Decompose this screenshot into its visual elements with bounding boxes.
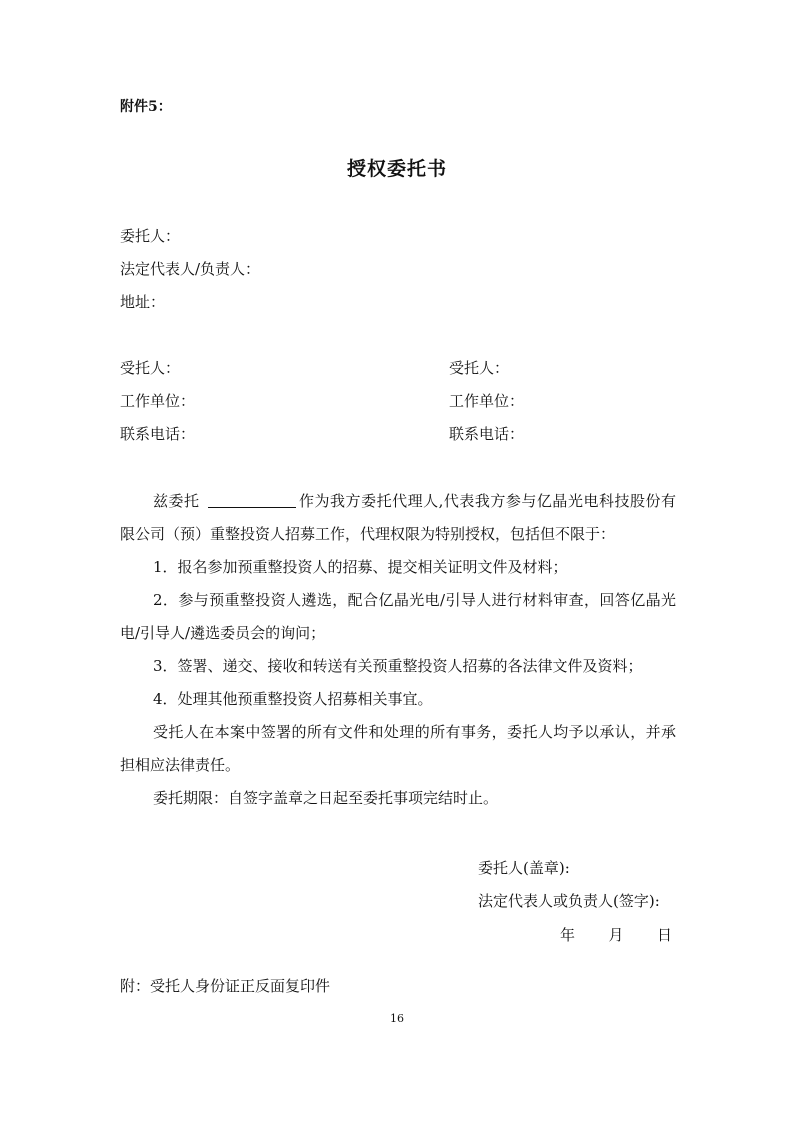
authorization-intro-paragraph bbox=[120, 485, 676, 551]
agent-1-label: 受托人： bbox=[120, 359, 181, 377]
document-title: 授权委托书 bbox=[346, 158, 447, 180]
agent-2-employer-label: 工作单位： bbox=[449, 392, 525, 410]
agent-1-employer-label: 工作单位： bbox=[120, 392, 196, 410]
scope-item-3: 3．签署、递交、接收和转送有关预重整投资人招募的各法律文件及资料； bbox=[153, 657, 643, 675]
attachment-label: 附件5： bbox=[120, 99, 172, 115]
representative-signature-label: 法定代表人或负责人(签字): bbox=[478, 892, 660, 910]
client-seal-label: 委托人(盖章): bbox=[478, 859, 570, 877]
acknowledgement-paragraph: 受托人在本案中签署的所有文件和处理的所有事务，委托人均予以承认，并承担相应法律责任。 bbox=[120, 723, 676, 774]
agent-2-phone-label: 联系电话： bbox=[449, 425, 525, 443]
scope-item-1: 1．报名参加预重整投资人的招募、提交相关证明文件及材料； bbox=[153, 558, 568, 576]
term-paragraph: 委托期限：自签字盖章之日起至委托事项完结时止。 bbox=[153, 789, 499, 807]
agent-2-label: 受托人： bbox=[449, 359, 510, 377]
intro-prefix: 兹委托 bbox=[153, 492, 200, 510]
appendix-note: 附：受托人身份证正反面复印件 bbox=[120, 977, 331, 995]
legal-representative-label: 法定代表人/负责人： bbox=[120, 260, 261, 278]
agent-name-blank bbox=[208, 491, 296, 508]
scope-item-4: 4．处理其他预重整投资人招募相关事宜。 bbox=[153, 690, 433, 708]
date-month-label: 月 bbox=[608, 926, 624, 944]
agent-1-phone-label: 联系电话： bbox=[120, 425, 196, 443]
signature-date-row bbox=[560, 925, 672, 945]
intro-suffix: 作为我方委托代理人,代表我方参与亿晶光电科技股份有限公司（预）重整投资人招募工作，代理权限为特别授权，包括但不限于： bbox=[120, 492, 676, 543]
page-number: 16 bbox=[390, 1012, 404, 1025]
date-year-label: 年 bbox=[560, 926, 576, 944]
scope-item-2: 2．参与预重整投资人遴选，配合亿晶光电/引导人进行材料审查，回答亿晶光电/引导人/遴选委员会的询问； bbox=[120, 591, 676, 642]
address-label: 地址： bbox=[120, 293, 166, 311]
client-label: 委托人： bbox=[120, 227, 181, 245]
date-day-label: 日 bbox=[656, 926, 672, 944]
